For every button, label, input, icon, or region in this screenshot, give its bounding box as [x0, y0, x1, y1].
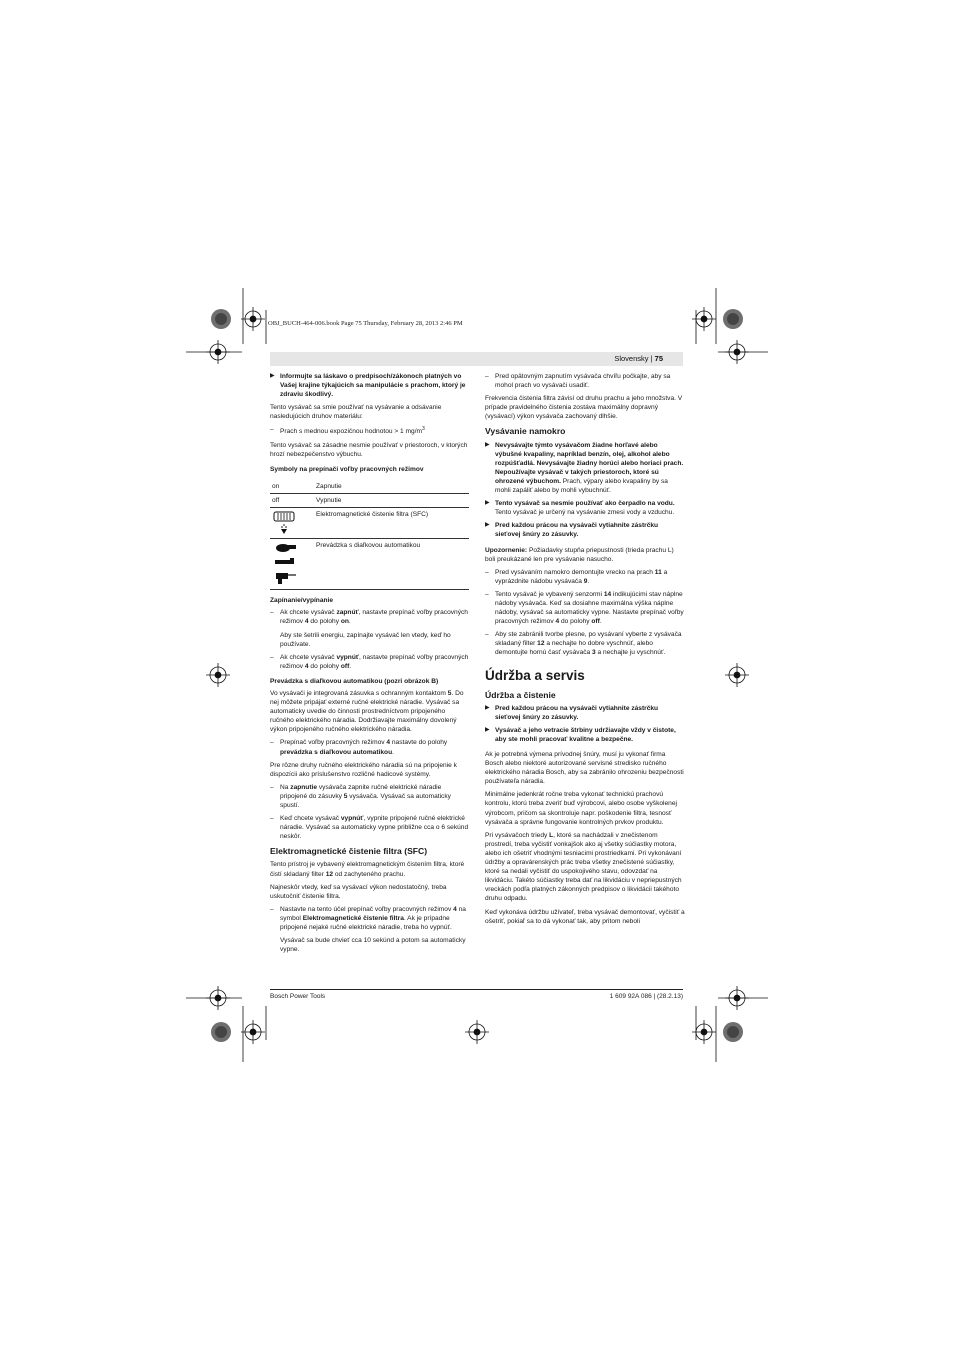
paragraph-sfc-2: Najneskôr vtedy, keď sa vysávací výkon nedostatočný, treba uskutočniť čistenie filtra. [270, 883, 447, 900]
footer-rule [270, 989, 683, 990]
warning-clean-vents: ▶ Vysávač a jeho vetracie štrbiny udržiavajte vždy v čistote, aby ste mohli pracovať kvalitne a bezpečne. [485, 726, 685, 744]
sfc-item: – Nastavte na tento účel prepínač voľby pracovných režimov 4 na symbol Elektromagnetické čistenie filtra. Ak je prípadne pripojené nejaké ručné elektrické náradie, treba ho vypnúť. [270, 905, 470, 932]
table-row: Elektromagnetické čistenie filtra (SFC) [270, 508, 469, 539]
table-row: off Vypnutie [270, 494, 469, 508]
wet-item-2: – Tento vysávač je vybavený senzormi 14 indikujúcimi stav náplne nádoby vysávača. Keď sa dosiahne maximálna výška náplne nádoby, vysávač sa automaticky vypne. Nastavte prepínač voľby pracovných režimov 4 do polohy off. [485, 590, 685, 626]
dust-item: – Prach s mednou expozičnou hodnotou > 1 $mg/m^3$ [270, 425, 470, 436]
sfc-note: Vysávač sa bude chvieť cca 10 sekúnd a potom sa automaticky vypne. [280, 937, 466, 954]
paragraph-explosion: Tento vysávač sa zásadne nesmie používať v priestoroch, v ktorých hrozí nebezpečenstvo výbuchu. [270, 441, 468, 458]
paragraph-user-maint: Keď vykonáva údržbu užívateľ, treba vysávač demontovať, vyčistiť a ošetriť, pokiaľ sa to dá vykonať tak, aby pritom neboli [485, 908, 685, 925]
language-label: Slovensky [614, 354, 649, 363]
footer-brand: Bosch Power Tools [270, 993, 326, 1000]
paragraph-annual-check: Minimálne jedenkrát ročne treba vykonať technickú prachovú kontrolu, ktorú treba zveriť buď výrobcovi, alebo osobe vyškolenej výrobcom, pričom sa skontroluje napr. poškodenie filtra, tesnosť vysávača a správne fungovanie kontrolných prvkov produktu. [485, 791, 677, 826]
paragraph-sfc-1: Tento prístroj je vybavený elektromagnetickým čistením filtra, ktoré čistí skladaný filter 12 od zachyteného prachu. [270, 861, 465, 878]
paragraph-frequency: Frekvencia čistenia filtra závisí od druhu prachu a jeho množstva. V prípade pravidelného čistenia zostáva maximálny dopravný (vysávací) výkon vysávača zachovaný dlhšie. [485, 395, 683, 421]
table-row: on Zapnutie [270, 480, 469, 494]
wet-item-3: – Aby ste zabránili tvorbe plesne, po vysávaní vyberte z vysávača skladaný filter 12 a nechajte ho dobre vyschnúť, alebo demontujte hornú časť vysávača 3 a nechajte ju vyschnúť. [485, 630, 685, 657]
warning-pump: ▶ Tento vysávač sa nesmie používať ako čerpadlo na vodu. Tento vysávač je určený na vysávanie zmesi vody a vzduchu. [485, 499, 685, 517]
section-cleaning: Údržba a čistenie [485, 689, 556, 700]
paragraph-hoses: Pre rôzne druhy ručného elektrického náradia sú na pripojenie k dispozícii ako príslušenstvo rozličné hadicové systémy. [270, 761, 457, 778]
power-tool-icons [272, 541, 302, 585]
note-paragraph: Upozornenie: Požiadavky stupňa priepustnosti (trieda prachu L) boli preukázané len pre vysávanie nasucho. [485, 546, 674, 563]
wait-item: – Pred opätovným zapnutím vysávača chvíľu počkajte, aby sa mohol prach vo vysávači usadiť. [485, 372, 685, 390]
warning-unplug: ▶ Pred každou prácou na vysávači vytiahnite zástrčku sieťovej šnúry zo zásuvky. [485, 521, 685, 539]
section-on-off: Zapínanie/vypínanie [270, 597, 334, 605]
right-column [485, 372, 685, 930]
paragraph-remote: Vo vysávači je integrovaná zásuvka s ochranným kontaktom 5. Do nej môžete pripájať externé ručné elektrické náradie. Vysávač sa automaticky uvedie do činnosti prostredníctvom pripojeného ručného elektrického náradia. Dodržiavajte maximálny dovolený výkon pripojeného ručného elektrického náradia. [270, 689, 464, 734]
paragraph-usage: Tento vysávač sa smie používať na vysávanie a odsávanie nasledujúcich druhov materiálu: [270, 404, 442, 421]
remote-setting-item: – Prepínač voľby pracovných režimov 4 nastavte do polohy prevádzka s diaľkovou automatikou. [270, 738, 470, 756]
table-row: Prevádzka s diaľkovou automatikou [270, 539, 469, 590]
left-column [270, 372, 470, 958]
switch-on-item: – Ak chcete vysávač zapnúť, nastavte prepínač voľby pracovných režimov 4 do polohy on. [270, 608, 470, 626]
switch-off-item: – Ak chcete vysávač vypnúť, nastavte prepínač voľby pracovných režimov 4 do polohy off. [270, 653, 470, 671]
switch-on-note: Aby ste šetrili energiu, zapínajte vysávač len vtedy, keď ho používate. [280, 631, 451, 648]
table-caption: Symboly na prepínači voľby pracovných režimov [270, 465, 424, 473]
running-header [270, 352, 683, 366]
section-wet: Vysávanie namokro [485, 426, 566, 437]
wet-item-1: – Pred vysávaním namokro demontujte vrecko na prach 11 a vyprázdnite nádobu vysávača 9. [485, 568, 685, 586]
warning-dust-regulations: ▶ Informujte sa láskavo o predpisoch/zákonoch platných vo Vašej krajine týkajúcich sa manipulácie s prachom, ktorý je zdraviu škodlivý. [270, 372, 470, 399]
paragraph-class-l: Pri vysávačoch triedy L, ktoré sa nachádzali v znečistenom prostredí, treba vyčistiť vonkajšok ako aj všetky súčiastky motora, alebo ich ošetriť vhodnými tesniacimi prostriedkami. Pri vykonávaní údržby a opravárenských prác treba všetky znečistené súčiastky, ktoré sa nedali vyčistiť do uspokojivého stavu, odovzdať na likvidáciu. Takéto súčiastky treba dať na likvidáciu v nepriepustných vreckách podľa platných zákonných predpisov o likvidácii takéhoto druhu odpadu. [485, 831, 682, 903]
page-number: 75 [654, 354, 663, 363]
header-label: Slovensky | 75 [614, 354, 663, 363]
warning-flammable: ▶ Nevysávajte týmto vysávačom žiadne horľavé alebo výbušné kvapaliny, napríklad benzín, olej, alkohol alebo rozpúšťadlá. Nevysávajte žiadny horúci alebo horiaci prach. Nepoužívajte vysávač v takých priestoroch, ktoré sú ohrozené výbuchom. Prach, výpary alebo kvapaliny by sa mohli zapáliť alebo by mohli vybuchnúť. [485, 441, 685, 496]
file-info-line: OBJ_BUCH-464-006.book Page 75 Thursday, February 28, 2013 2:46 PM [268, 320, 463, 327]
section-sfc: Elektromagnetické čistenie filtra (SFC) [270, 846, 428, 857]
warning-unplug-maint: ▶ Pred každou prácou na vysávači vytiahnite zástrčku sieťovej šnúry zo zásuvky. [485, 704, 685, 722]
heading-maintenance: Údržba a servis [485, 667, 585, 683]
filter-cleaning-icon [272, 510, 302, 536]
symbols-table [270, 480, 469, 590]
remote-on-item: – Na zapnutie vysávača zapnite ručné elektrické náradie pripojené do zásuvky 5 vysávača. Vysávač sa automaticky spustí. [270, 783, 470, 810]
footer-doc-number: 1 609 92A 086 | (28.2.13) [609, 993, 683, 1000]
section-remote: Prevádzka s diaľkovou automatikou (pozri obrázok B) [270, 677, 439, 685]
remote-off-item: – Keď chcete vysávač vypnúť, vypnite pripojené ručné elektrické náradie. Vysávač sa automaticky vypne približne cca o 6 sekúnd neskôr. [270, 814, 470, 841]
paragraph-cord: Ak je potrebná výmena prívodnej šnúry, musí ju vykonať firma Bosch alebo niektoré autorizované servisné stredisko ručného elektrického náradia Bosch, aby sa zabránilo ohrozeniu bezpečnosti používateľa náradia. [485, 751, 684, 786]
